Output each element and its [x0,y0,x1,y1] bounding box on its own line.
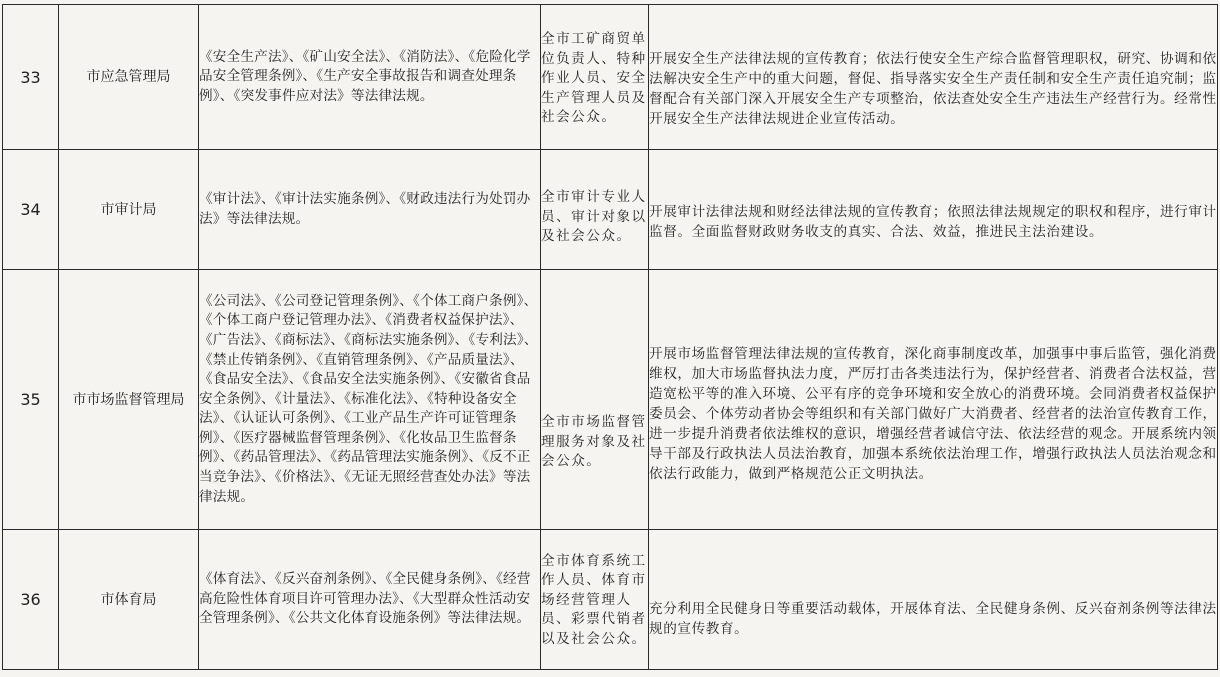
law-list: 《体育法》、《反兴奋剂条例》、《全民健身条例》、《经营高危险性体育项目许可管理办法》、《大型群众性活动安全管理条例》、《公共文化体育设施条例》等法律法规。 [199,530,541,670]
law-list: 《公司法》、《公司登记管理条例》、《个体工商户条例》、《个体工商户登记管理办法》、《消费者权益保护法》、《广告法》、《商标法》、《商标法实施条例》、《专利法》、《禁止传销条例》、《直销管理条例》、《产品质量法》、《食品安全法》、《食品安全法实施条例》、《安徽省食品安全条例》、《计量法》、《标准化法》、《特种设备安全法》、《认证认可条例》、《工业产品生产许可证管理条例》、《医疗器械监督管理条例》、《化妆品卫生监督条例》、《药品管理法》、《药品管理法实施条例》、《反不正当竞争法》、《价格法》、《无证无照经营查处办法》等法律法规。 [199,270,541,530]
law-list: 《审计法》、《审计法实施条例》、《财政违法行为处罚办法》等法律法规。 [199,150,541,270]
row-number: 35 [3,270,59,530]
target-audience: 全市市场监督管理服务对象及社会公众。 [541,270,649,530]
responsible-unit: 市审计局 [59,150,199,270]
row-number: 36 [3,530,59,670]
row-number: 34 [3,150,59,270]
law-publicity-table [2,4,1218,670]
target-audience: 全市工矿商贸单位负责人、特种作业人员、安全生产管理人员及社会公众。 [541,5,649,150]
law-list: 《安全生产法》、《矿山安全法》、《消防法》、《危险化学品安全管理条例》、《生产安全事故报告和调查处理条例》、《突发事件应对法》等法律法规。 [199,5,541,150]
publicity-content: 开展审计法律法规和财经法律法规的宣传教育；依照法律法规规定的职权和程序，进行审计监督。全面监督财政财务收支的真实、合法、效益，推进民主法治建设。 [649,150,1218,270]
publicity-content: 开展市场监督管理法律法规的宣传教育，深化商事制度改革，加强事中事后监管，强化消费维权，加大市场监督执法力度，严厉打击各类违法行为，保护经营者、消费者合法权益，营造宽松平等的准入环境、公平有序的竞争环境和安全放心的消费环境。会同消费者权益保护委员会、个体劳动者协会等组织和有关部门做好广大消费者、经营者的法治宣传教育工作，进一步提升消费者依法维权的意识，增强经营者诚信守法、依法经营的观念。开展系统内领导干部及行政执法人员法治教育，加强本系统依法治理工作，增强行政执法人员法治观念和依法行政能力，做到严格规范公正文明执法。 [649,270,1218,530]
publicity-content: 充分利用全民健身日等重要活动载体，开展体育法、全民健身条例、反兴奋剂条例等法律法规的宣传教育。 [649,530,1218,670]
table-row [3,5,1218,150]
responsible-unit: 市体育局 [59,530,199,670]
target-audience: 全市体育系统工作人员、体育市场经营管理人员、彩票代销者以及社会公众。 [541,530,649,670]
responsible-unit: 市应急管理局 [59,5,199,150]
publicity-content: 开展安全生产法律法规的宣传教育；依法行使安全生产综合监督管理职权，研究、协调和依法解决安全生产中的重大问题，督促、指导落实安全生产责任制和安全生产责任追究制；监督配合有关部门深入开展安全生产专项整治，依法查处安全生产违法生产经营行为。经常性开展安全生产法律法规进企业宣传活动。 [649,5,1218,150]
table-row [3,270,1218,530]
target-audience: 全市审计专业人员、审计对象以及社会公众。 [541,150,649,270]
row-number: 33 [3,5,59,150]
table-row [3,150,1218,270]
table-row [3,530,1218,670]
responsible-unit: 市市场监督管理局 [59,270,199,530]
